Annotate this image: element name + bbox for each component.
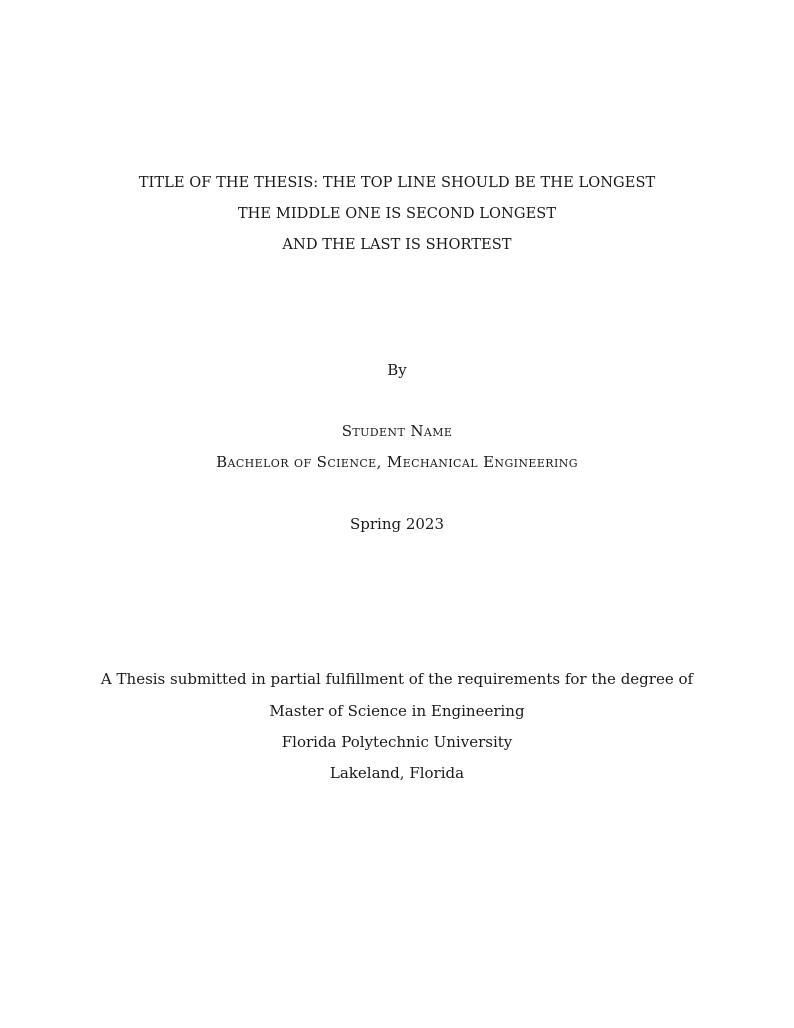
student-name: Student Name <box>341 422 453 440</box>
thesis-title-line-1: TITLE OF THE THESIS: THE TOP LINE SHOULD BE THE LONGEST <box>138 174 656 191</box>
thesis-title-line-3: AND THE LAST IS SHORTEST <box>282 236 512 253</box>
term-date: Spring 2023 <box>349 515 445 533</box>
university-name: Florida Polytechnic University <box>281 733 513 751</box>
university-location: Lakeland, Florida <box>329 764 465 782</box>
submission-statement: A Thesis submitted in partial fulfillment of the requirements for the degree of <box>100 670 694 688</box>
thesis-title-line-2: THE MIDDLE ONE IS SECOND LONGEST <box>237 205 557 222</box>
by-label: By <box>387 361 407 379</box>
degree-name: Master of Science in Engineering <box>269 702 525 720</box>
prior-degree: Bachelor of Science, Mechanical Engineering <box>216 453 578 471</box>
